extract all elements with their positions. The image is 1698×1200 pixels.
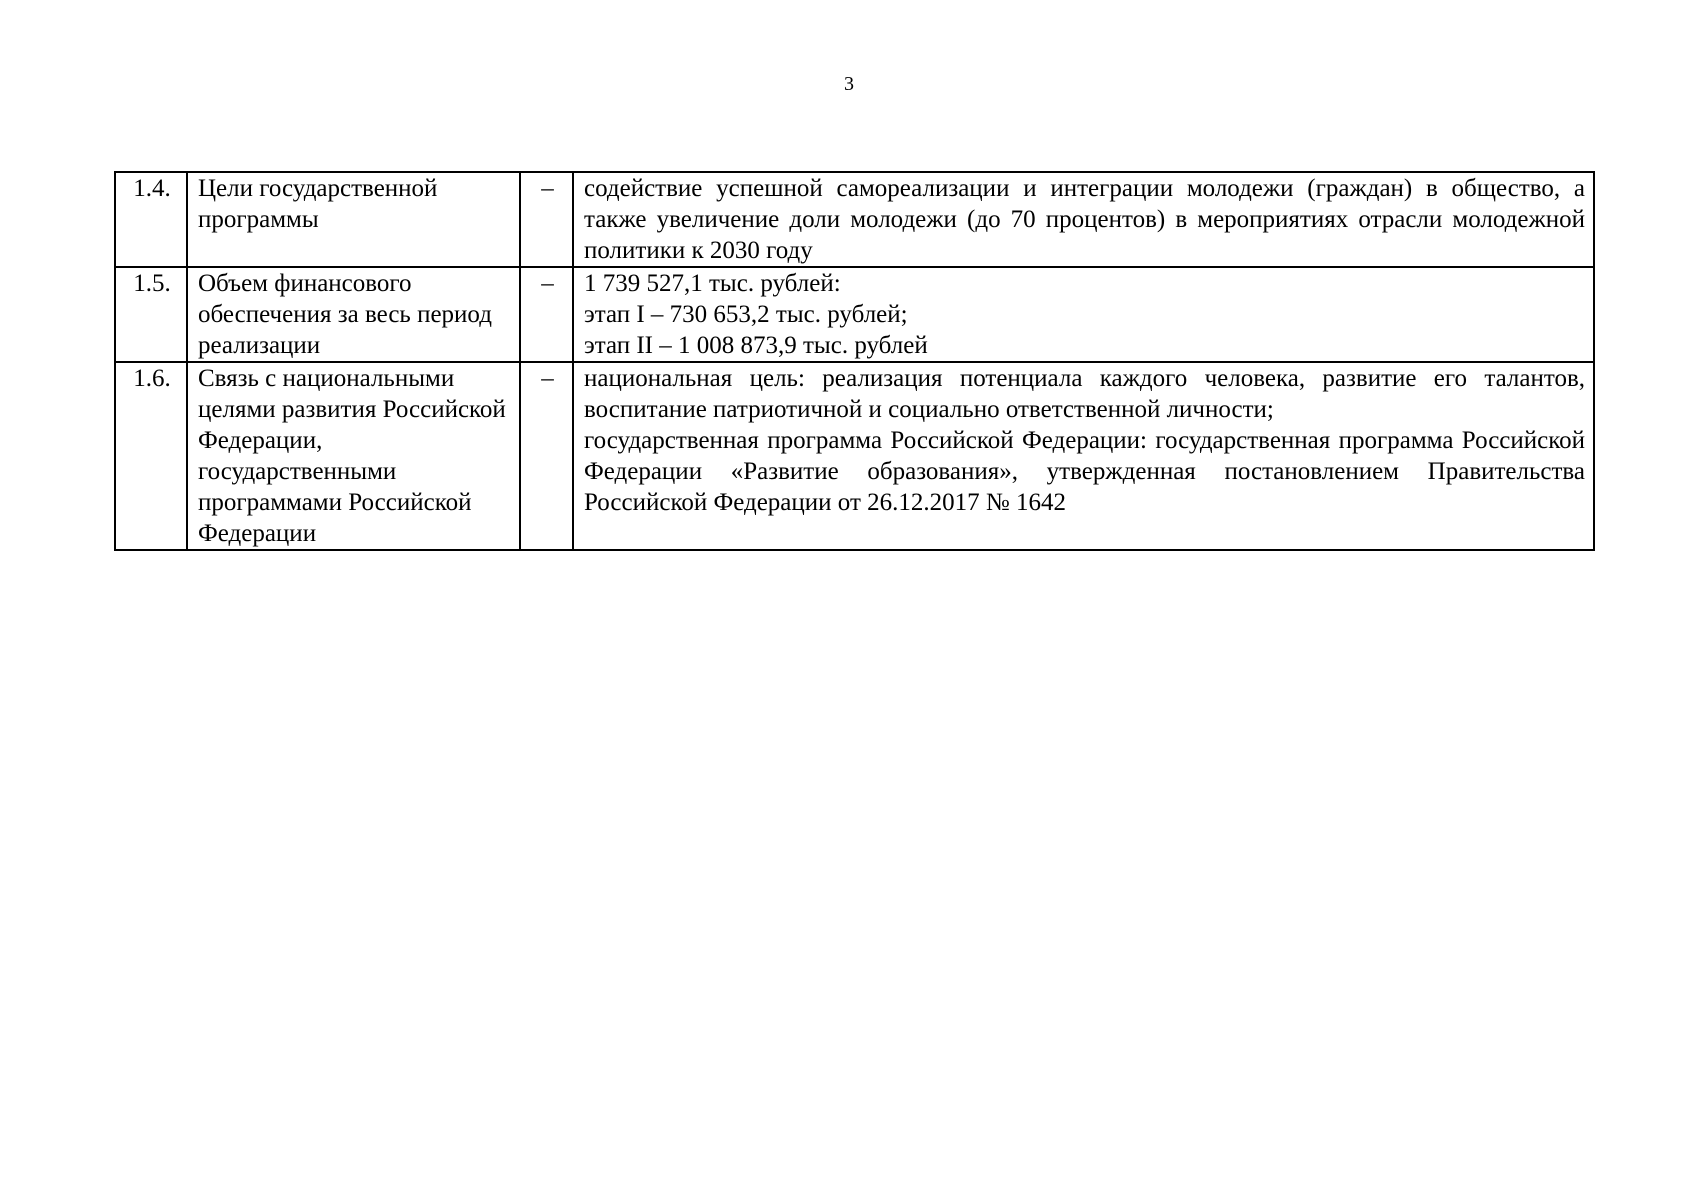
- row-value: [573, 362, 1594, 550]
- financing-stage-1: этап I – 730 653,2 тыс. рублей;: [584, 301, 908, 328]
- row-number: 1.5.: [115, 267, 187, 362]
- financing-total: 1 739 527,1 тыс. рублей:: [584, 270, 841, 297]
- row-dash: –: [520, 267, 573, 362]
- row-title: Цели государственной программы: [187, 172, 520, 267]
- table-row: [115, 172, 1594, 267]
- row-dash: –: [520, 172, 573, 267]
- national-goal-paragraph: национальная цель: реализация потенциала каждого человека, развитие его талантов, воспитание патриотичной и социально ответственной личности;: [584, 365, 1585, 423]
- row-value: [573, 267, 1594, 362]
- financing-stage-2: этап II – 1 008 873,9 тыс. рублей: [584, 332, 928, 359]
- page-number: 3: [844, 73, 854, 95]
- state-program-paragraph: государственная программа Российской Федерации: государственная программа Российской Федерации «Развитие образования», утвержденная постановлением Правительства Российской Федерации от 26.12.2017 № 1642: [584, 427, 1585, 516]
- row-number: 1.4.: [115, 172, 187, 267]
- row-value: содействие успешной самореализации и интеграции молодежи (граждан) в общество, а также увеличение доли молодежи (до 70 процентов) в мероприятиях отрасли молодежной политики к 2030 году: [573, 172, 1594, 267]
- row-title: Связь с национальными целями развития Российской Федерации, государственными программами Российской Федерации: [187, 362, 520, 550]
- row-dash: –: [520, 362, 573, 550]
- table-row: [115, 362, 1594, 550]
- table-row: [115, 267, 1594, 362]
- program-passport-table: [114, 171, 1595, 551]
- row-number: 1.6.: [115, 362, 187, 550]
- row-title: Объем финансового обеспечения за весь период реализации: [187, 267, 520, 362]
